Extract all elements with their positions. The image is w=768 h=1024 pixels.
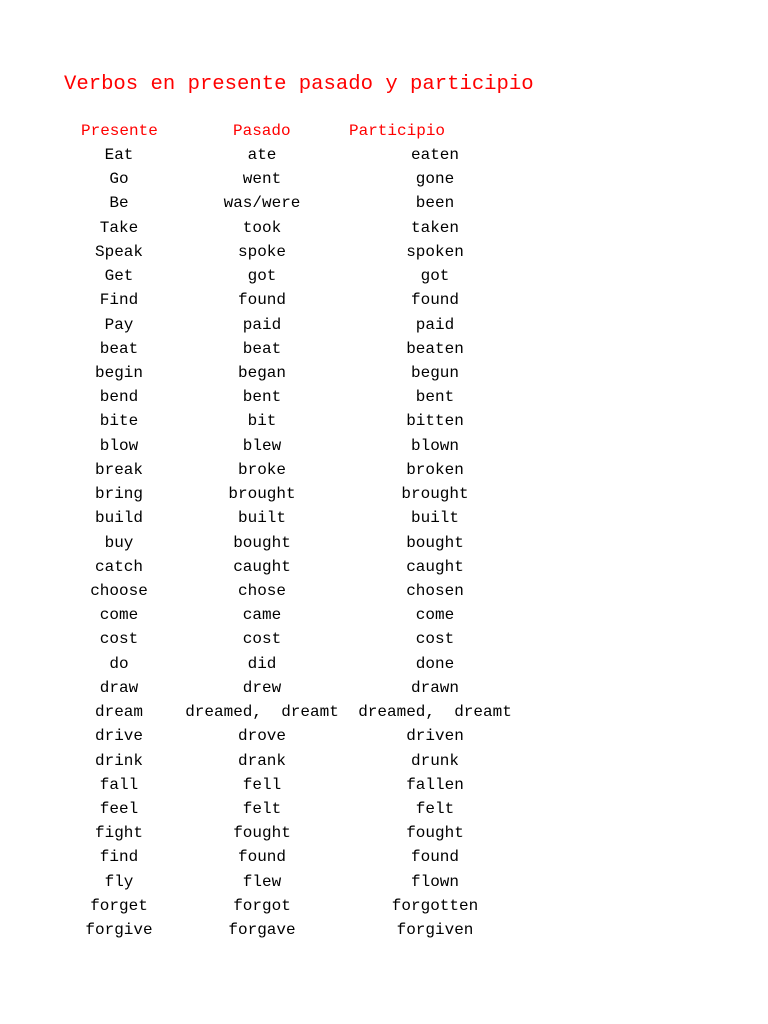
pasado-cell: bent [242, 388, 282, 407]
presente-cell: forgive [85, 921, 153, 940]
pasado-cell: spoke [237, 242, 286, 261]
pasado-cell: drew [242, 678, 282, 697]
participio-cell: beaten [406, 339, 464, 358]
verb-row [0, 894, 768, 918]
presente-cell: find [99, 848, 139, 867]
pasado-cell: ate [247, 146, 277, 164]
presente-cell: Pay [104, 315, 134, 334]
participio-cell: built [410, 509, 459, 528]
participio-cell: bent [415, 388, 455, 407]
verb-row [0, 870, 768, 894]
header-presente: Presente [81, 122, 158, 140]
pasado-cell: forgot [233, 896, 291, 915]
participio-cell: drawn [410, 678, 459, 697]
verb-row [0, 773, 768, 797]
participio-cell: paid [415, 315, 455, 334]
verb-row [0, 627, 768, 651]
presente-cell: come [99, 606, 139, 625]
pasado-cell: got [247, 267, 277, 286]
participio-cell: found [410, 848, 459, 867]
participio-cell: fought [406, 824, 464, 843]
verb-row [0, 240, 768, 264]
presente-cell: fight [94, 824, 143, 843]
pasado-cell: fought [233, 824, 291, 843]
participio-cell: blown [410, 436, 459, 455]
participio-cell: got [420, 267, 450, 286]
verb-row [0, 579, 768, 603]
participio-cell: drunk [410, 751, 459, 770]
presente-cell: Speak [94, 242, 143, 261]
presente-cell: Get [104, 267, 134, 286]
presente-cell: buy [104, 533, 134, 552]
participio-cell: bought [406, 533, 464, 552]
verb-row [0, 264, 768, 288]
pasado-cell: chose [237, 581, 286, 600]
presente-cell: catch [94, 557, 143, 576]
participio-cell: found [410, 291, 459, 310]
pasado-cell: began [237, 363, 286, 382]
participio-cell: flown [410, 872, 459, 891]
verb-row [0, 288, 768, 312]
presente-cell: Be [109, 194, 129, 213]
verb-row [0, 821, 768, 845]
verb-row [0, 700, 768, 724]
presente-cell: fall [99, 775, 139, 794]
header-pasado: Pasado [233, 122, 291, 140]
verb-row [0, 724, 768, 748]
pasado-cell: caught [233, 557, 291, 576]
participio-cell: spoken [406, 242, 464, 261]
participio-cell: eaten [410, 146, 459, 164]
header-participio: Participio [349, 122, 446, 140]
verb-row [0, 143, 768, 167]
participio-cell: fallen [406, 775, 464, 794]
verb-row [0, 603, 768, 627]
verb-row [0, 191, 768, 215]
pasado-cell: drank [237, 751, 286, 770]
verb-row [0, 555, 768, 579]
presente-cell: blow [99, 436, 139, 455]
pasado-cell: dreamed, dreamt [185, 703, 339, 722]
participio-cell: caught [406, 557, 464, 576]
verb-row [0, 676, 768, 700]
presente-cell: fly [104, 872, 134, 891]
pasado-cell: flew [242, 872, 282, 891]
verb-row [0, 652, 768, 676]
presente-cell: drive [94, 727, 143, 746]
pasado-cell: came [242, 606, 282, 625]
verb-row [0, 216, 768, 240]
presente-cell: drink [94, 751, 143, 770]
presente-cell: bring [94, 485, 143, 504]
participio-cell: forgiven [396, 921, 474, 940]
pasado-cell: felt [242, 799, 282, 818]
presente-cell: dream [94, 703, 143, 722]
participio-cell: chosen [406, 581, 464, 600]
presente-cell: build [94, 509, 143, 528]
verb-row [0, 361, 768, 385]
pasado-cell: did [247, 654, 277, 673]
pasado-cell: was/were [223, 194, 301, 213]
participio-cell: cost [415, 630, 455, 649]
verb-row [0, 385, 768, 409]
pasado-cell: beat [242, 339, 282, 358]
presente-cell: cost [99, 630, 139, 649]
pasado-cell: drove [237, 727, 286, 746]
presente-cell: Take [99, 218, 139, 237]
pasado-cell: bought [233, 533, 291, 552]
pasado-cell: built [237, 509, 286, 528]
participio-cell: been [415, 194, 455, 213]
verb-row [0, 845, 768, 869]
pasado-cell: paid [242, 315, 282, 334]
verb-row [0, 337, 768, 361]
presente-cell: begin [94, 363, 143, 382]
participio-cell: taken [410, 218, 459, 237]
verb-row [0, 409, 768, 433]
pasado-cell: cost [242, 630, 282, 649]
participio-cell: brought [401, 485, 469, 504]
pasado-cell: took [242, 218, 282, 237]
verb-row [0, 458, 768, 482]
presente-cell: Eat [104, 146, 134, 164]
participio-cell: begun [410, 363, 459, 382]
presente-cell: forget [90, 896, 148, 915]
participio-cell: come [415, 606, 455, 625]
presente-cell: beat [99, 339, 139, 358]
participio-cell: forgotten [391, 896, 479, 915]
pasado-cell: blew [242, 436, 282, 455]
presente-cell: Find [99, 291, 139, 310]
page-title: Verbos en presente pasado y participio [64, 73, 534, 96]
participio-cell: bitten [406, 412, 464, 431]
pasado-cell: brought [228, 485, 296, 504]
pasado-cell: found [237, 291, 286, 310]
participio-cell: broken [406, 460, 464, 479]
verb-row [0, 482, 768, 506]
participio-cell: gone [415, 170, 455, 189]
verb-row [0, 506, 768, 530]
pasado-cell: bit [247, 412, 277, 431]
participio-cell: driven [406, 727, 464, 746]
pasado-cell: broke [237, 460, 286, 479]
verb-row [0, 749, 768, 773]
verb-row [0, 313, 768, 337]
pasado-cell: fell [242, 775, 282, 794]
pasado-cell: forgave [228, 921, 296, 940]
presente-cell: bite [99, 412, 139, 431]
presente-cell: do [109, 654, 129, 673]
verb-row [0, 531, 768, 555]
presente-cell: bend [99, 388, 139, 407]
verb-row [0, 167, 768, 191]
presente-cell: feel [99, 799, 139, 818]
verb-row [0, 918, 768, 942]
pasado-cell: found [237, 848, 286, 867]
verb-row [0, 434, 768, 458]
presente-cell: break [94, 460, 143, 479]
participio-cell: dreamed, dreamt [358, 703, 512, 722]
verb-row [0, 797, 768, 821]
presente-cell: choose [90, 581, 148, 600]
pasado-cell: went [242, 170, 282, 189]
presente-cell: draw [99, 678, 139, 697]
presente-cell: Go [109, 170, 129, 189]
participio-cell: done [415, 654, 455, 673]
participio-cell: felt [415, 799, 455, 818]
